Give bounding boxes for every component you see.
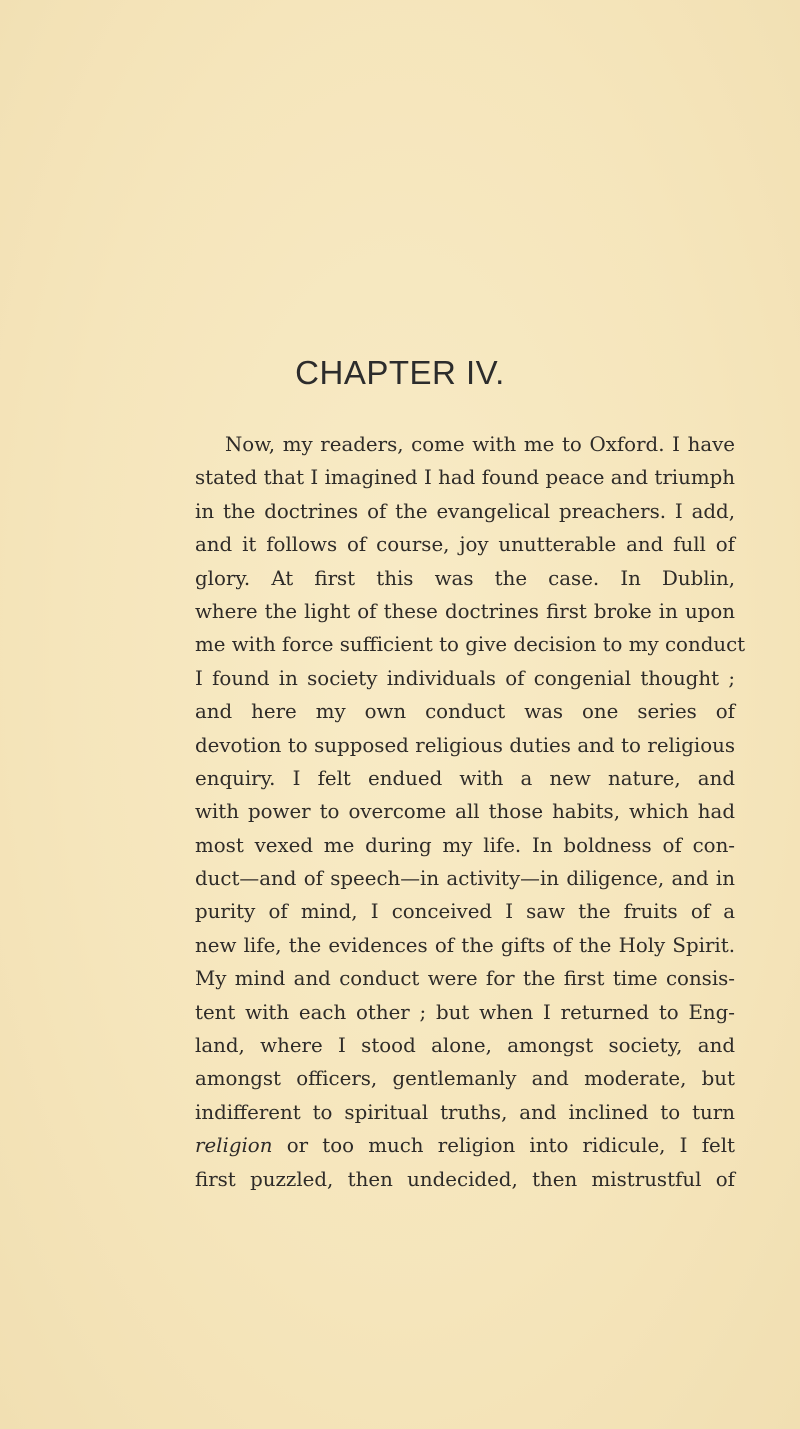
text-line: devotion to supposed religious duties and to religious bbox=[195, 733, 735, 757]
body-text bbox=[195, 428, 746, 1196]
text-line: with power to overcome all those habits, which had bbox=[195, 800, 735, 824]
text-line: glory. At first this was the case. In Dublin, bbox=[195, 566, 735, 590]
text-line: most vexed me during my life. In boldness of con- bbox=[195, 833, 735, 857]
text-line: me with force sufficient to give decision to my conduct bbox=[195, 633, 746, 657]
text-line: land, where I stood alone, amongst society, and bbox=[195, 1034, 735, 1058]
text-line: I found in society individuals of congenial thought ; bbox=[195, 666, 735, 690]
text-line: first puzzled, then undecided, then mistrustful of bbox=[195, 1167, 735, 1191]
italic-word: religion bbox=[195, 1134, 273, 1158]
text-line: stated that I imagined I had found peace and triumph bbox=[195, 466, 735, 490]
text-line: tent with each other ; but when I returned to Eng- bbox=[195, 1000, 735, 1024]
text-line: purity of mind, I conceived I saw the fruits of a bbox=[195, 900, 735, 924]
text-line: My mind and conduct were for the first time consis- bbox=[195, 967, 735, 991]
text-line-rest: or too much religion into ridicule, I felt bbox=[286, 1134, 735, 1158]
text-line: indifferent to spiritual truths, and inclined to turn bbox=[195, 1100, 735, 1124]
text-line: and it follows of course, joy unutterable and full of bbox=[195, 533, 735, 557]
chapter-heading: CHAPTER IV. bbox=[295, 354, 505, 391]
text-line: Now, my readers, come with me to Oxford. I have bbox=[225, 433, 735, 456]
text-line: and here my own conduct was one series of bbox=[195, 700, 735, 724]
text-line: new life, the evidences of the gifts of the Holy Spirit. bbox=[195, 933, 735, 957]
text-line: in the doctrines of the evangelical preachers. I add, bbox=[195, 499, 735, 523]
text-line: where the light of these doctrines first broke in upon bbox=[195, 599, 735, 623]
text-line-with-italic bbox=[195, 1129, 735, 1162]
text-line: duct—and of speech—in activity—in diligence, and in bbox=[195, 867, 735, 891]
text-line: amongst officers, gentlemanly and moderate, but bbox=[195, 1067, 735, 1091]
text-line: enquiry. I felt endued with a new nature, and bbox=[195, 766, 735, 790]
